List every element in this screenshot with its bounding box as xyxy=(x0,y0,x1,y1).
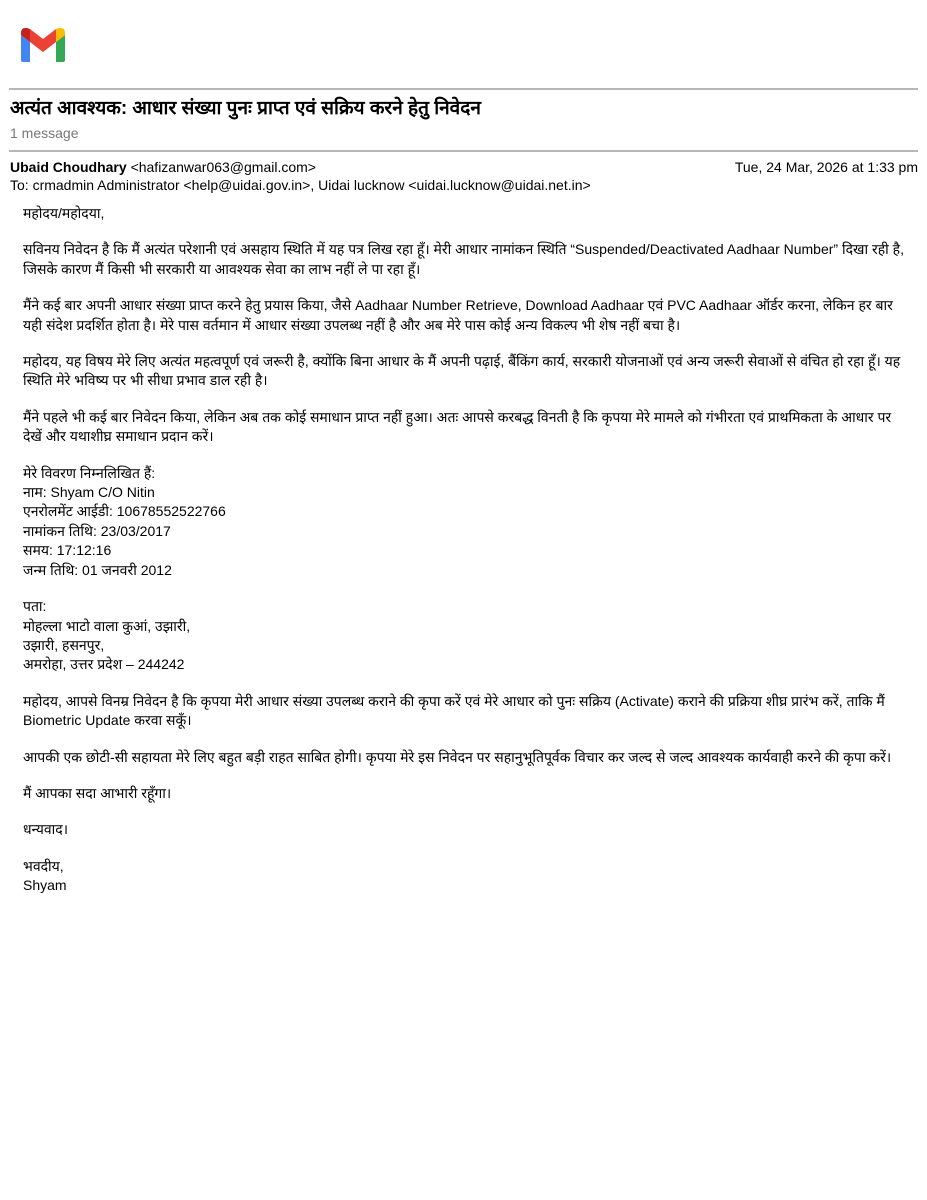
recipients-line: To: crmadmin Administrator <help@uidai.gov.in>, Uidai lucknow <uidai.lucknow@uidai.net.in> xyxy=(10,177,591,193)
subject-divider xyxy=(9,150,918,152)
message-count: 1 message xyxy=(10,125,79,141)
body-paragraph: महोदय, आपसे विनम्र निवेदन है कि कृपया मेरी आधार संख्या उपलब्ध कराने की कृपा करें एवं मेरे आधार को पुनः सक्रिय (Activate) कराने की प्रक्रिया शीघ्र प्रारंभ करें, ताकि मैं Biometric Update करवा सकूँ। xyxy=(23,692,885,729)
message-body xyxy=(23,204,908,913)
gmail-logo-icon xyxy=(18,25,68,63)
detail-time: समय: 17:12:16 xyxy=(23,542,112,559)
thread-subject: अत्यंत आवश्यक: आधार संख्या पुनः प्राप्त एवं सक्रिय करने हेतु निवेदन xyxy=(10,98,481,119)
body-paragraph: मैंने पहले भी कई बार निवेदन किया, लेकिन अब तक कोई समाधान प्राप्त नहीं हुआ। अतः आपसे करबद्ध विनती है कि कृपया मेरे मामले को गंभीरता एवं प्राथमिकता के आधार पर देखें और यथाशीघ्र समाधान प्रदान करें। xyxy=(23,408,892,445)
closing-line: भवदीय, xyxy=(23,857,64,874)
detail-dob: जन्म तिथि: 01 जनवरी 2012 xyxy=(23,561,172,578)
body-paragraph: मैं आपका सदा आभारी रहूँगा। xyxy=(23,784,172,801)
message-date: Tue, 24 Mar, 2026 at 1:33 pm xyxy=(734,159,918,175)
address-line: उझारी, हसनपुर, xyxy=(23,636,105,653)
address-line: अमरोहा, उत्तर प्रदेश – 244242 xyxy=(23,656,185,673)
address-block xyxy=(23,597,908,675)
details-heading: मेरे विवरण निम्नलिखित हैं: xyxy=(23,464,156,481)
sender-name: Ubaid Choudhary xyxy=(10,159,127,175)
signature-name: Shyam xyxy=(23,877,67,894)
address-line: मोहल्ला भाटो वाला कुआं, उझारी, xyxy=(23,617,191,634)
detail-name: नाम: Shyam C/O Nitin xyxy=(23,484,155,501)
detail-enrolment-id: एनरोलमेंट आईडी: 10678552522766 xyxy=(23,503,226,520)
header-divider xyxy=(9,88,918,90)
body-paragraph: महोदय, यह विषय मेरे लिए अत्यंत महत्वपूर्ण एवं जरूरी है, क्योंकि बिना आधार के मैं अपनी पढ़ाई, बैंकिंग कार्य, सरकारी योजनाओं एवं अन्य जरूरी सेवाओं से वंचित हो रहा हूँ। यह स्थिति मेरे भविष्य पर भी सीधा प्रभाव डाल रही है। xyxy=(23,353,901,389)
closing-block xyxy=(23,857,908,896)
body-paragraph: सविनय निवेदन है कि मैं अत्यंत परेशानी एवं असहाय स्थिति में यह पत्र लिख रहा हूँ। मेरी आधार नामांकन स्थिति “Suspended/Deactivated Aadhaar Number” दिखा रही है, जिसके कारण मैं किसी भी सरकारी या आवश्यक सेवा का लाभ नहीं ले पा रहा हूँ। xyxy=(23,241,904,277)
sender-line xyxy=(10,158,918,176)
detail-enrolment-date: नामांकन तिथि: 23/03/2017 xyxy=(23,522,171,539)
sender-email[interactable]: <hafizanwar063@gmail.com> xyxy=(130,159,316,175)
details-block xyxy=(23,464,908,580)
address-heading: पता: xyxy=(23,598,47,615)
salutation: महोदय/महोदया, xyxy=(23,205,105,221)
body-paragraph: मैंने कई बार अपनी आधार संख्या प्राप्त करने हेतु प्रयास किया, जैसे Aadhaar Number Retrieve, Download Aadhaar एवं PVC Aadhaar ऑर्डर करना, लेकिन हर बार यही संदेश प्रदर्शित होता है। मेरे पास वर्तमान में आधार संख्या उपलब्ध नहीं है और अब मेरे पास कोई अन्य विकल्प भी शेष नहीं बचा है। xyxy=(23,297,893,333)
body-paragraph: आपकी एक छोटी-सी सहायता मेरे लिए बहुत बड़ी राहत साबित होगी। कृपया मेरे इस निवेदन पर सहानुभूतिपूर्वक विचार कर जल्द से जल्द आवश्यक कार्यवाही करने की कृपा करें। xyxy=(23,748,892,765)
thanks-line: धन्यवाद। xyxy=(23,821,69,838)
